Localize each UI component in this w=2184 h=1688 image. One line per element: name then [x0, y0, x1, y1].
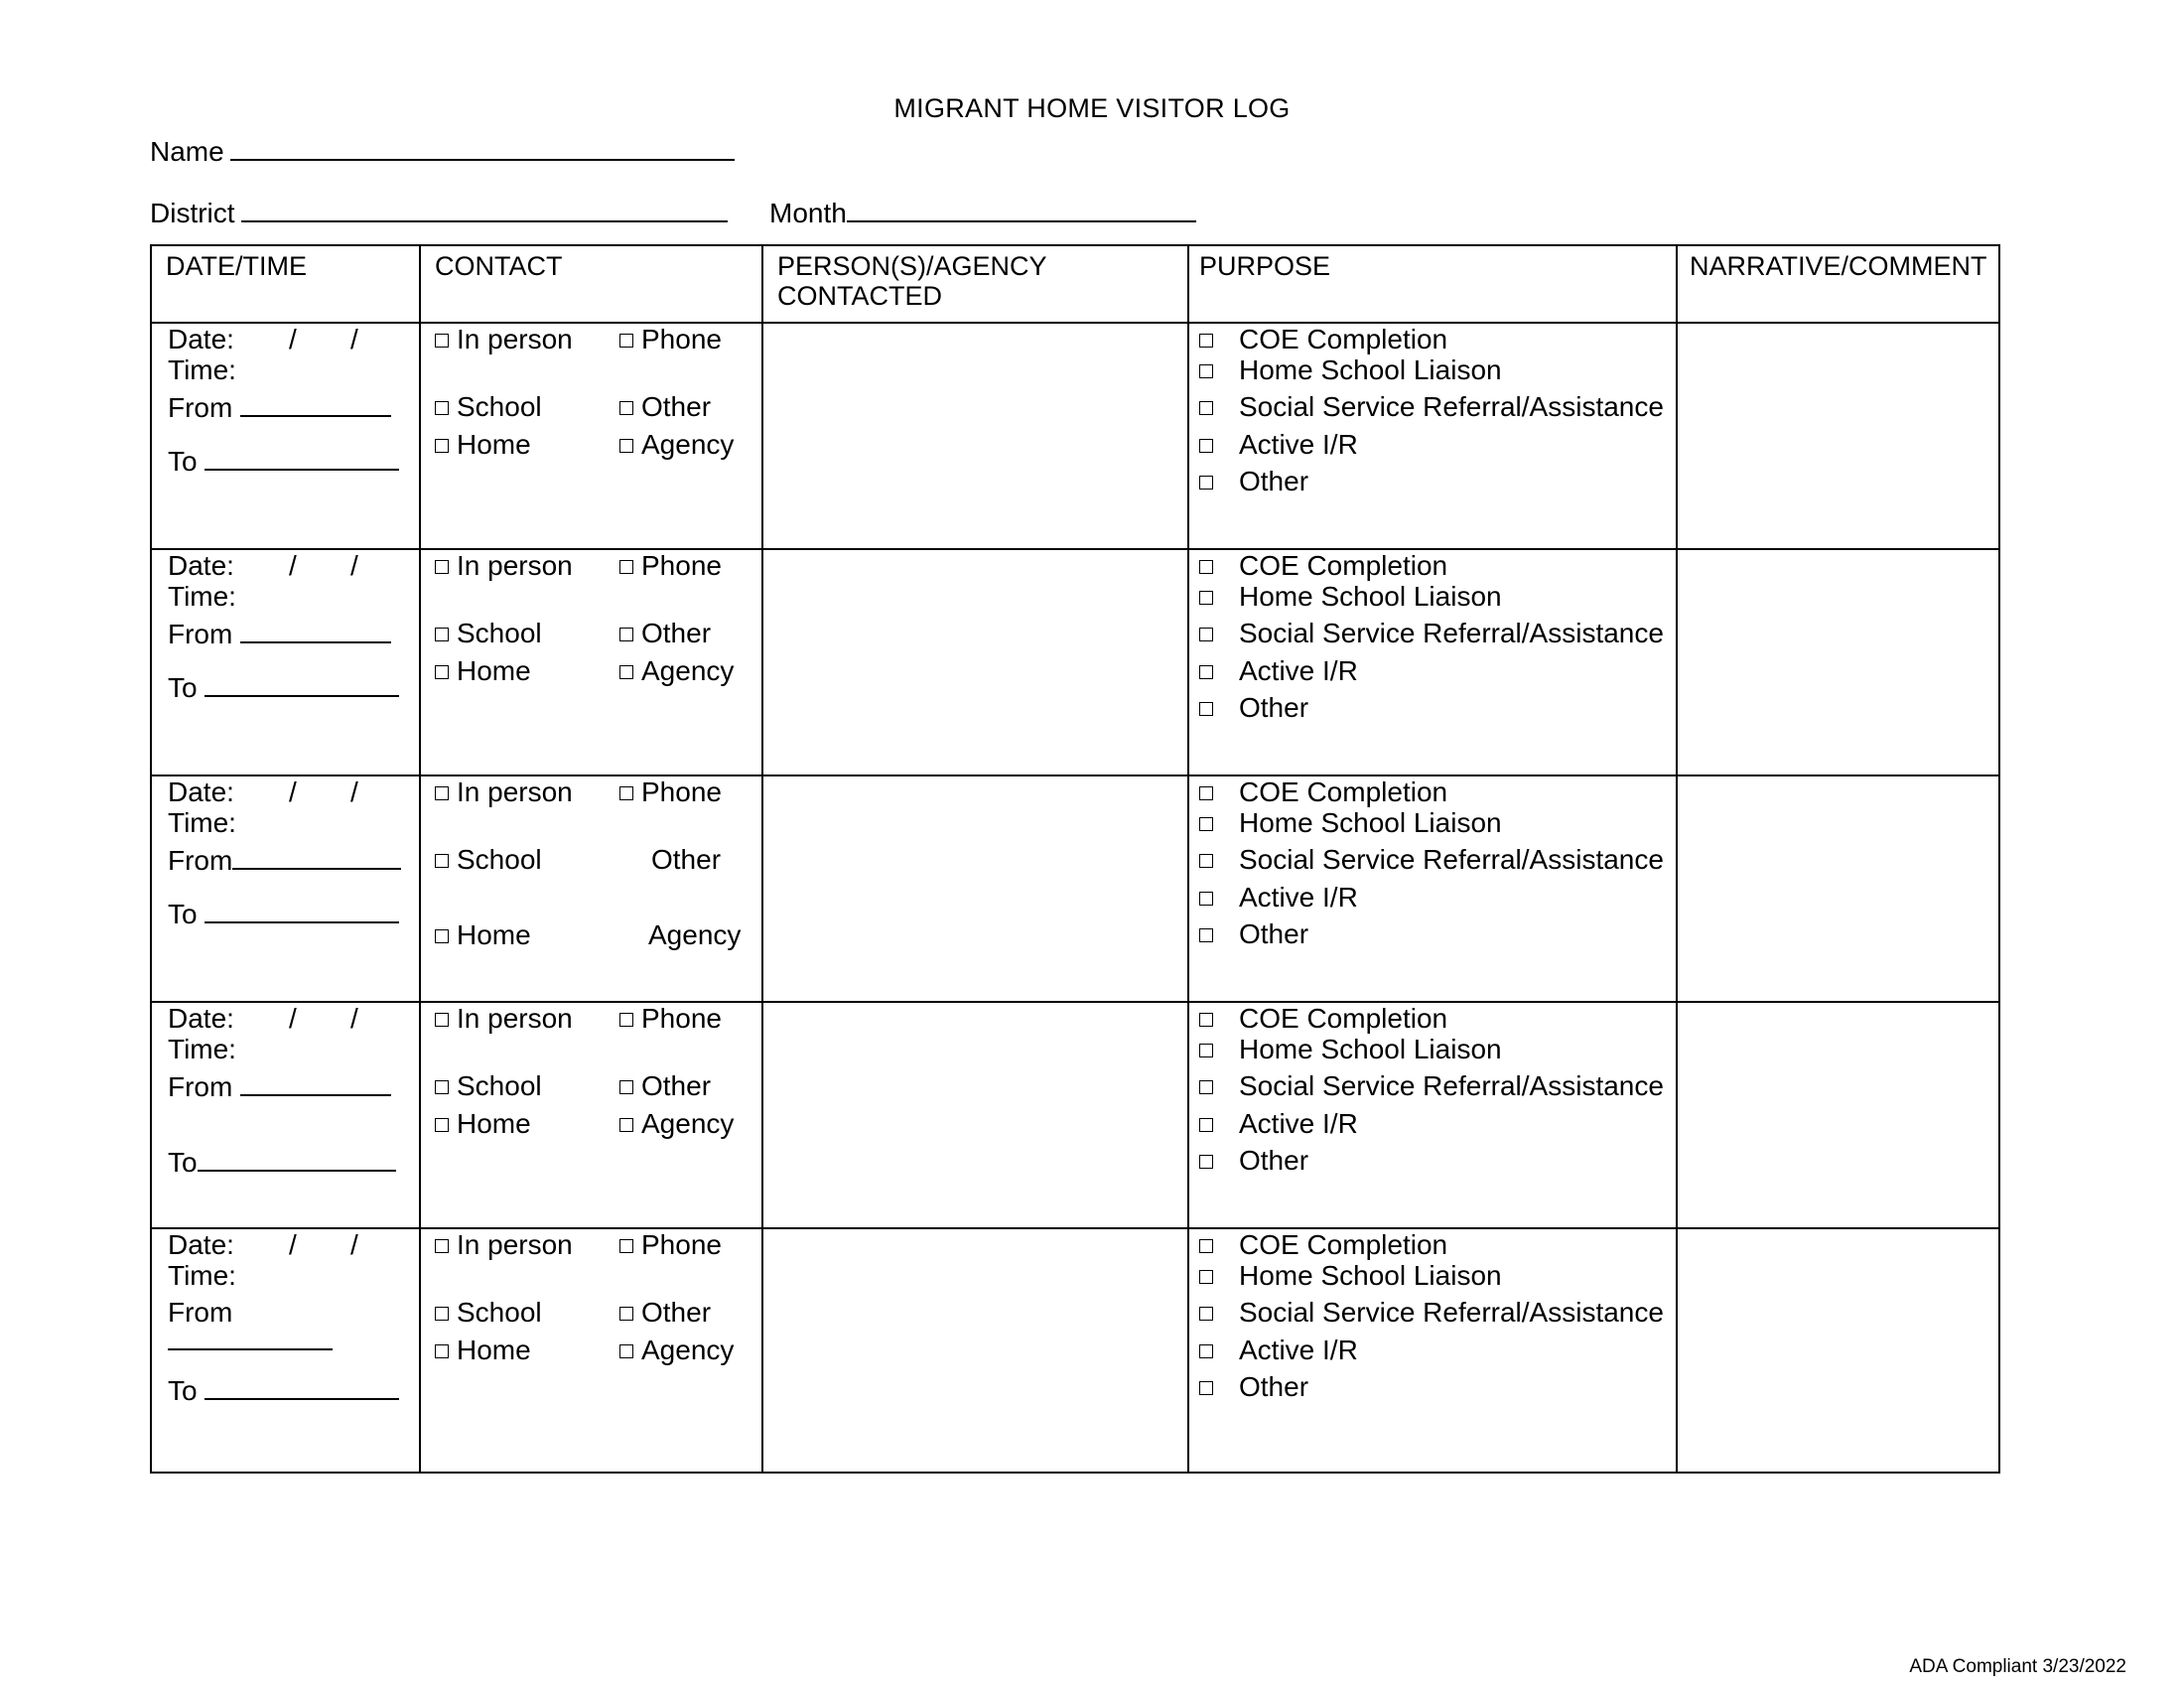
checkbox[interactable] — [1199, 1044, 1213, 1057]
purpose-other-option[interactable] — [1199, 918, 1308, 950]
in-person-label: In person — [457, 1003, 573, 1034]
date-time-cell — [151, 775, 420, 1002]
coe-completion-option[interactable] — [1199, 550, 1447, 582]
in-person-option[interactable] — [435, 324, 573, 355]
social-service-referral-option[interactable] — [1199, 1297, 1664, 1329]
checkbox[interactable] — [1199, 1080, 1213, 1094]
name-label: Name — [150, 136, 224, 167]
contact-cell — [420, 323, 762, 549]
date-label: Date: — [168, 776, 234, 807]
checkbox[interactable] — [1199, 786, 1213, 800]
checkbox[interactable] — [619, 560, 633, 574]
checkbox[interactable] — [435, 401, 449, 415]
date-separator: / — [289, 1229, 297, 1260]
checkbox[interactable] — [1199, 1381, 1213, 1395]
agency-label: Agency — [648, 919, 742, 950]
date-separator: / — [350, 550, 358, 581]
date-label: Date: — [168, 550, 234, 581]
narrative-cell[interactable] — [1677, 549, 1999, 775]
purpose-other-label: Other — [1239, 918, 1309, 949]
home-school-liaison-label: Home School Liaison — [1239, 1034, 1502, 1064]
checkbox[interactable] — [435, 334, 449, 348]
header-persons-agency: PERSON(S)/AGENCY CONTACTED — [762, 245, 1188, 323]
other-label: Other — [641, 391, 712, 422]
in-person-label: In person — [457, 1229, 573, 1260]
school-option[interactable] — [435, 844, 542, 876]
in-person-option[interactable] — [435, 1003, 573, 1035]
visitor-log-table — [150, 244, 2000, 1474]
in-person-label: In person — [457, 776, 573, 807]
table-row — [151, 775, 1999, 1002]
social-service-referral-label: Social Service Referral/Assistance — [1239, 1070, 1664, 1101]
in-person-label: In person — [457, 324, 573, 354]
checkbox[interactable] — [1199, 702, 1213, 716]
month-field[interactable] — [847, 197, 1196, 222]
agency-option[interactable] — [648, 919, 741, 951]
checkbox[interactable] — [1199, 928, 1213, 942]
purpose-cell — [1188, 323, 1677, 549]
checkbox[interactable] — [1199, 1344, 1213, 1358]
checkbox[interactable] — [619, 1080, 633, 1094]
phone-option[interactable] — [619, 776, 722, 808]
to-time-field[interactable] — [205, 445, 399, 471]
name-field-line — [150, 135, 735, 168]
phone-label: Phone — [641, 550, 722, 581]
agency-label: Agency — [641, 1108, 735, 1139]
checkbox[interactable] — [435, 929, 449, 943]
checkbox[interactable] — [1199, 364, 1213, 378]
purpose-cell — [1188, 1228, 1677, 1473]
coe-completion-label: COE Completion — [1239, 550, 1448, 581]
home-label: Home — [457, 655, 531, 686]
date-separator: / — [289, 324, 297, 354]
home-school-liaison-option[interactable] — [1199, 354, 1502, 386]
date-separator: / — [289, 1003, 297, 1034]
time-label: Time: — [168, 1260, 236, 1291]
checkbox[interactable] — [435, 1013, 449, 1027]
header-contact: CONTACT — [420, 245, 762, 323]
purpose-other-label: Other — [1239, 466, 1309, 496]
checkbox[interactable] — [1199, 401, 1213, 415]
checkbox[interactable] — [619, 1118, 633, 1132]
coe-completion-option[interactable] — [1199, 776, 1447, 808]
purpose-cell — [1188, 775, 1677, 1002]
date-label: Date: — [168, 1003, 234, 1034]
active-ir-option[interactable] — [1199, 429, 1358, 461]
checkbox[interactable] — [435, 1307, 449, 1321]
checkbox[interactable] — [619, 439, 633, 453]
persons-agency-cell[interactable] — [762, 549, 1188, 775]
home-option[interactable] — [435, 919, 531, 951]
home-school-liaison-label: Home School Liaison — [1239, 354, 1502, 385]
school-option[interactable] — [435, 618, 542, 649]
header-purpose: PURPOSE — [1188, 245, 1677, 323]
checkbox[interactable] — [619, 1239, 633, 1253]
agency-option[interactable] — [619, 1108, 734, 1140]
district-label: District — [150, 198, 235, 228]
checkbox[interactable] — [619, 1013, 633, 1027]
to-label: To — [168, 672, 198, 703]
checkbox[interactable] — [1199, 439, 1213, 453]
checkbox[interactable] — [1199, 1155, 1213, 1169]
purpose-other-option[interactable] — [1199, 466, 1308, 497]
active-ir-option[interactable] — [1199, 1108, 1358, 1140]
phone-label: Phone — [641, 1003, 722, 1034]
checkbox[interactable] — [619, 334, 633, 348]
from-label: From — [168, 845, 233, 876]
to-time-field[interactable] — [205, 898, 399, 923]
checkbox[interactable] — [1199, 892, 1213, 906]
checkbox[interactable] — [619, 1307, 633, 1321]
checkbox[interactable] — [1199, 665, 1213, 679]
checkbox[interactable] — [435, 665, 449, 679]
persons-agency-cell[interactable] — [762, 323, 1188, 549]
agency-option[interactable] — [619, 655, 734, 687]
time-label: Time: — [168, 581, 236, 612]
checkbox[interactable] — [1199, 334, 1213, 348]
table-row — [151, 323, 1999, 549]
contact-cell — [420, 1228, 762, 1473]
table-row — [151, 1228, 1999, 1473]
phone-option[interactable] — [619, 1003, 722, 1035]
home-school-liaison-option[interactable] — [1199, 1260, 1502, 1292]
narrative-cell[interactable] — [1677, 1228, 1999, 1473]
home-label: Home — [457, 1108, 531, 1139]
home-school-liaison-label: Home School Liaison — [1239, 807, 1502, 838]
footer-note: ADA Compliant 3/23/2022 — [1909, 1656, 2126, 1677]
checkbox[interactable] — [435, 1239, 449, 1253]
school-label: School — [457, 1070, 542, 1101]
coe-completion-label: COE Completion — [1239, 776, 1448, 807]
purpose-other-label: Other — [1239, 1145, 1309, 1176]
purpose-other-label: Other — [1239, 692, 1309, 723]
checkbox[interactable] — [1199, 560, 1213, 574]
from-label: From — [168, 392, 233, 423]
coe-completion-option[interactable] — [1199, 1003, 1447, 1035]
active-ir-label: Active I/R — [1239, 1335, 1358, 1365]
coe-completion-label: COE Completion — [1239, 1003, 1448, 1034]
month-field-line — [769, 197, 1196, 229]
in-person-option[interactable] — [435, 550, 573, 582]
date-label: Date: — [168, 1229, 234, 1260]
coe-completion-label: COE Completion — [1239, 1229, 1448, 1260]
agency-label: Agency — [641, 429, 735, 460]
other-option[interactable] — [619, 1070, 711, 1102]
in-person-label: In person — [457, 550, 573, 581]
checkbox[interactable] — [435, 628, 449, 641]
purpose-other-option[interactable] — [1199, 692, 1308, 724]
time-label: Time: — [168, 1034, 236, 1064]
table-header-row — [151, 245, 1999, 323]
header-narrative: NARRATIVE/COMMENT — [1677, 245, 1999, 323]
to-time-field[interactable] — [205, 1374, 399, 1400]
page-title: MIGRANT HOME VISITOR LOG — [893, 93, 1291, 123]
checkbox[interactable] — [619, 665, 633, 679]
to-time-field[interactable] — [205, 671, 399, 697]
checkbox[interactable] — [435, 439, 449, 453]
home-option[interactable] — [435, 1108, 531, 1140]
phone-option[interactable] — [619, 324, 722, 355]
social-service-referral-option[interactable] — [1199, 618, 1664, 649]
purpose-cell — [1188, 1002, 1677, 1228]
to-label: To — [168, 446, 198, 477]
checkbox[interactable] — [435, 560, 449, 574]
school-label: School — [457, 844, 542, 875]
home-option[interactable] — [435, 429, 531, 461]
active-ir-option[interactable] — [1199, 1335, 1358, 1366]
school-option[interactable] — [435, 1297, 542, 1329]
checkbox[interactable] — [1199, 817, 1213, 831]
date-separator: / — [289, 776, 297, 807]
agency-label: Agency — [641, 655, 735, 686]
date-time-cell — [151, 1002, 420, 1228]
checkbox[interactable] — [619, 786, 633, 800]
to-label: To — [168, 1147, 198, 1178]
from-time-field[interactable] — [240, 1070, 391, 1096]
to-label: To — [168, 1375, 198, 1406]
from-label: From — [168, 1297, 233, 1328]
school-option[interactable] — [435, 1070, 542, 1102]
phone-option[interactable] — [619, 1229, 722, 1261]
contact-cell — [420, 549, 762, 775]
header-date-time: DATE/TIME — [151, 245, 420, 323]
checkbox[interactable] — [1199, 1270, 1213, 1284]
other-label: Other — [651, 844, 722, 875]
date-separator: / — [350, 1229, 358, 1260]
social-service-referral-option[interactable] — [1199, 1070, 1664, 1102]
home-school-liaison-label: Home School Liaison — [1239, 1260, 1502, 1291]
home-school-liaison-option[interactable] — [1199, 581, 1502, 613]
purpose-other-option[interactable] — [1199, 1371, 1308, 1403]
checkbox[interactable] — [1199, 591, 1213, 605]
to-label: To — [168, 899, 198, 929]
checkbox[interactable] — [1199, 1307, 1213, 1321]
purpose-other-option[interactable] — [1199, 1145, 1308, 1177]
contact-cell — [420, 1002, 762, 1228]
checkbox[interactable] — [1199, 1118, 1213, 1132]
coe-completion-option[interactable] — [1199, 324, 1447, 355]
home-option[interactable] — [435, 655, 531, 687]
phone-option[interactable] — [619, 550, 722, 582]
agency-label: Agency — [641, 1335, 735, 1365]
purpose-cell — [1188, 549, 1677, 775]
narrative-cell[interactable] — [1677, 775, 1999, 1002]
from-time-field[interactable] — [168, 1325, 333, 1350]
other-label: Other — [641, 1070, 712, 1101]
checkbox[interactable] — [1199, 1239, 1213, 1253]
district-field-line — [150, 197, 728, 229]
checkbox[interactable] — [619, 401, 633, 415]
from-time-field[interactable] — [232, 844, 401, 870]
date-time-cell — [151, 323, 420, 549]
home-label: Home — [457, 429, 531, 460]
other-option[interactable] — [619, 618, 711, 649]
date-separator: / — [289, 550, 297, 581]
in-person-option[interactable] — [435, 1229, 573, 1261]
home-label: Home — [457, 919, 531, 950]
from-time-field[interactable] — [240, 618, 391, 643]
district-field[interactable] — [241, 197, 728, 222]
date-time-cell — [151, 549, 420, 775]
social-service-referral-label: Social Service Referral/Assistance — [1239, 618, 1664, 648]
checkbox[interactable] — [435, 1080, 449, 1094]
date-label: Date: — [168, 324, 234, 354]
phone-label: Phone — [641, 324, 722, 354]
checkbox[interactable] — [619, 628, 633, 641]
coe-completion-option[interactable] — [1199, 1229, 1447, 1261]
other-option[interactable] — [651, 844, 721, 876]
active-ir-label: Active I/R — [1239, 882, 1358, 913]
coe-completion-label: COE Completion — [1239, 324, 1448, 354]
school-option[interactable] — [435, 391, 542, 423]
agency-option[interactable] — [619, 429, 734, 461]
table-row — [151, 549, 1999, 775]
contact-cell — [420, 775, 762, 1002]
narrative-cell[interactable] — [1677, 323, 1999, 549]
purpose-other-label: Other — [1239, 1371, 1309, 1402]
checkbox[interactable] — [1199, 1013, 1213, 1027]
from-time-field[interactable] — [240, 391, 391, 417]
social-service-referral-option[interactable] — [1199, 844, 1664, 876]
to-time-field[interactable] — [198, 1146, 396, 1172]
date-time-cell — [151, 1228, 420, 1473]
other-option[interactable] — [619, 1297, 711, 1329]
agency-option[interactable] — [619, 1335, 734, 1366]
narrative-cell[interactable] — [1677, 1002, 1999, 1228]
social-service-referral-label: Social Service Referral/Assistance — [1239, 1297, 1664, 1328]
active-ir-label: Active I/R — [1239, 429, 1358, 460]
other-label: Other — [641, 1297, 712, 1328]
date-separator: / — [350, 776, 358, 807]
checkbox[interactable] — [1199, 854, 1213, 868]
social-service-referral-label: Social Service Referral/Assistance — [1239, 844, 1664, 875]
checkbox[interactable] — [435, 1344, 449, 1358]
home-option[interactable] — [435, 1335, 531, 1366]
school-label: School — [457, 1297, 542, 1328]
date-separator: / — [350, 1003, 358, 1034]
checkbox[interactable] — [1199, 628, 1213, 641]
phone-label: Phone — [641, 776, 722, 807]
other-option[interactable] — [619, 391, 711, 423]
name-field[interactable] — [230, 135, 735, 161]
other-label: Other — [641, 618, 712, 648]
home-school-liaison-option[interactable] — [1199, 807, 1502, 839]
in-person-option[interactable] — [435, 776, 573, 808]
time-label: Time: — [168, 807, 236, 838]
school-label: School — [457, 618, 542, 648]
table-row — [151, 1002, 1999, 1228]
home-label: Home — [457, 1335, 531, 1365]
active-ir-label: Active I/R — [1239, 655, 1358, 686]
social-service-referral-option[interactable] — [1199, 391, 1664, 423]
active-ir-label: Active I/R — [1239, 1108, 1358, 1139]
school-label: School — [457, 391, 542, 422]
social-service-referral-label: Social Service Referral/Assistance — [1239, 391, 1664, 422]
phone-label: Phone — [641, 1229, 722, 1260]
checkbox[interactable] — [435, 854, 449, 868]
date-separator: / — [350, 324, 358, 354]
time-label: Time: — [168, 354, 236, 385]
checkbox[interactable] — [435, 1118, 449, 1132]
checkbox[interactable] — [435, 786, 449, 800]
persons-agency-cell[interactable] — [762, 1228, 1188, 1473]
persons-agency-cell[interactable] — [762, 775, 1188, 1002]
persons-agency-cell[interactable] — [762, 1002, 1188, 1228]
checkbox[interactable] — [1199, 476, 1213, 490]
active-ir-option[interactable] — [1199, 655, 1358, 687]
home-school-liaison-label: Home School Liaison — [1239, 581, 1502, 612]
month-label: Month — [769, 198, 847, 228]
checkbox[interactable] — [619, 1344, 633, 1358]
home-school-liaison-option[interactable] — [1199, 1034, 1502, 1065]
from-label: From — [168, 619, 233, 649]
active-ir-option[interactable] — [1199, 882, 1358, 914]
from-label: From — [168, 1071, 233, 1102]
